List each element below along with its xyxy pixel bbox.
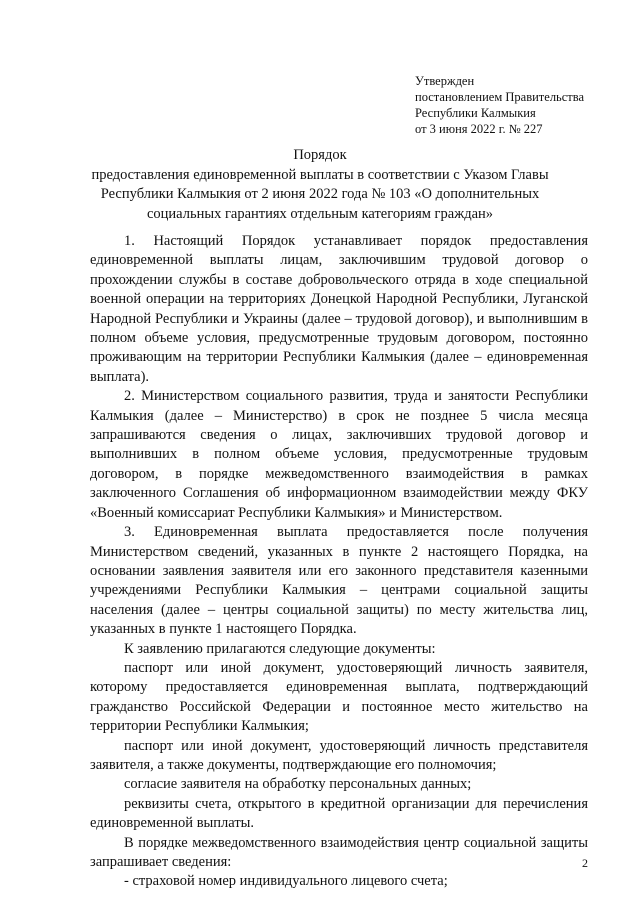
document-subtitle: предоставления единовременной выплаты в соответствии с Указом Главы Республики Калмыкия от 2 июня 2022 года № 103 «О дополнительных социальных гарантиях отдельным категориям граждан» (91, 166, 549, 222)
paragraph-document-consent: согласие заявителя на обработку персональных данных; (124, 776, 472, 793)
approval-line-1: Утвержден (415, 74, 475, 88)
paragraph-1: 1. Настоящий Порядок устанавливает порядок предоставления единовременной выплаты лицам, заключившим трудовой договор о прохождении службы в составе добровольческого отряда в ходе специальной военной операции на территориях Донецкой Народной Республики, Луганской Народной Республики и Украины (далее – трудовой договор), и выполнившим в полном объеме условия, предусмотренные трудовым договором, постоянно проживающим на территории Республики Калмыкия (далее – единовременная выплата). (90, 233, 588, 385)
paragraph-interagency-request: В порядке межведомственного взаимодействия центр социальной защиты запрашивает сведения: (90, 834, 588, 870)
document-body (90, 232, 588, 892)
paragraph-3: 3. Единовременная выплата предоставляется после получения Министерством сведений, указанных в пункте 2 настоящего Порядка, на основании заявления заявителя или его законного представителя казенными учреждениями Республики Калмыкия – центрами социальной защиты населения (далее – центры социальной защиты) по месту жительства лиц, указанных в пункте 1 настоящего Порядка. (90, 524, 588, 638)
paragraph-document-passport-applicant: паспорт или иной документ, удостоверяющий личность заявителя, которому предоставляется единовременная выплата, подтверждающий гражданство Российской Федерации и постоянное место жительство на территории Республики Калмыкия; (90, 659, 588, 735)
approval-line-2: постановлением Правительства (415, 90, 585, 104)
paragraph-document-bank-details: реквизиты счета, открытого в кредитной организации для перечисления единовременной выплаты. (90, 795, 588, 832)
approval-line-4: от 3 июня 2022 г. № 227 (415, 122, 543, 136)
page-number: 2 (582, 856, 588, 870)
approval-line-3: Республики Калмыкия (415, 106, 536, 120)
paragraph-documents-intro: К заявлению прилагаются следующие документы: (124, 640, 436, 657)
paragraph-2: 2. Министерством социального развития, труда и занятости Республики Калмыкия (далее – Министерство) в срок не позднее 5 числа месяца запрашиваются сведения о лицах, заключивших трудовой договор и выполнивших в полном объеме условия, предусмотренные трудовым договором, в порядке межведомственного взаимодействия в рамках заключенного Соглашения об информационном взаимодействии между ФКУ «Военный комиссариат Республики Калмыкия» и Министерством. (90, 388, 588, 521)
paragraph-document-passport-representative: паспорт или иной документ, удостоверяющий личность представителя заявителя, а также документы, подтверждающие его полномочия; (90, 737, 588, 773)
document-heading (90, 146, 550, 224)
document-title: Порядок (293, 147, 347, 163)
paragraph-snils-item: - страховой номер индивидуального лицевого счета; (124, 873, 448, 890)
approval-stamp (415, 73, 584, 137)
